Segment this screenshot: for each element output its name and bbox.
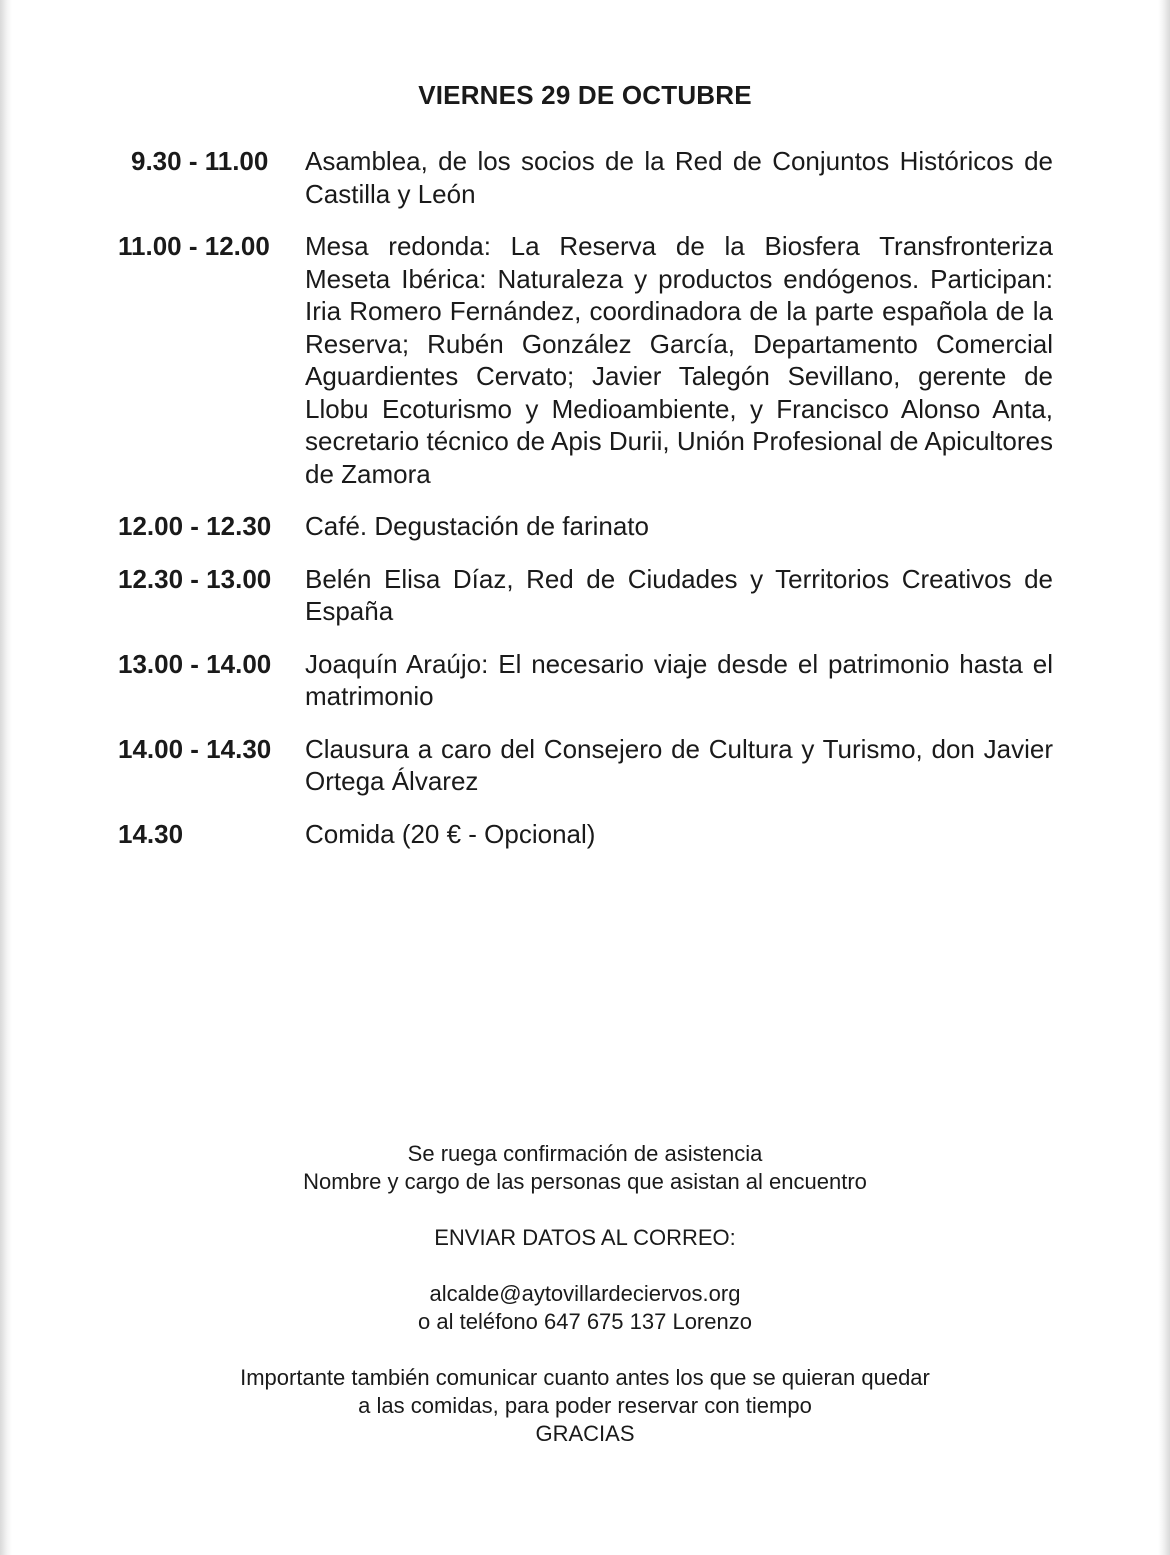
thanks-text: GRACIAS (535, 1421, 635, 1446)
schedule-description: Joaquín Araújo: El necesario viaje desde el patrimonio hasta el matrimonio (305, 648, 1053, 711)
schedule-description: Asamblea, de los socios de la Red de Conjuntos Históricos de Castilla y León (305, 146, 1053, 209)
schedule-description: Clausura a caro del Consejero de Cultura y Turismo, don Javier Ortega Álvarez (305, 733, 1053, 796)
schedule-description: Comida (20 € - Opcional) (305, 818, 596, 849)
schedule-time: 12.00 - 12.30 (118, 511, 272, 541)
schedule-time: 14.30 (118, 818, 184, 849)
send-data-heading: ENVIAR DATOS AL CORREO: (434, 1225, 736, 1250)
schedule-time: 13.00 - 14.00 (118, 648, 272, 679)
contact-phone: o al teléfono 647 675 137 Lorenzo (418, 1309, 752, 1334)
contact-email[interactable]: alcalde@aytovillardeciervos.org (429, 1281, 741, 1306)
schedule-row (118, 733, 1053, 798)
attendee-details-request: Nombre y cargo de las personas que asistan al encuentro (303, 1169, 867, 1194)
confirmation-request: Se ruega confirmación de asistencia (407, 1141, 763, 1166)
schedule-time: 12.30 - 13.00 (118, 563, 272, 594)
schedule-row (118, 648, 1053, 713)
schedule-row (118, 145, 1053, 210)
schedule-row (118, 818, 1053, 851)
schedule-row (118, 510, 1053, 543)
meal-notice-continued: a las comidas, para poder reservar con tiempo (358, 1393, 812, 1418)
schedule-list (118, 145, 1053, 870)
schedule-description: Mesa redonda: La Reserva de la Biosfera Transfronteriza Meseta Ibérica: Naturaleza y productos endógenos. Participan: Iria Romero Fernández, coordinadora de la parte española de la Reserva; Rubén González García, Departamento Comercial Aguardientes Cervato; Javier Talegón Sevillano, gerente de Llobu Ecoturismo y Medioambiente, y Francisco Alonso Anta, secretario técnico de Apis Durii, Unión Profesional de Apicultores de Zamora (305, 231, 1053, 489)
meal-notice: Importante también comunicar cuanto antes los que se quieran quedar (240, 1365, 930, 1390)
schedule-row (118, 230, 1053, 490)
schedule-description: Belén Elisa Díaz, Red de Ciudades y Territorios Creativos de España (305, 563, 1053, 626)
footer-notice (0, 1140, 1170, 1448)
schedule-time: 11.00 - 12.00 (118, 231, 270, 261)
schedule-time: 14.00 - 14.30 (118, 733, 272, 764)
page-title: VIERNES 29 DE OCTUBRE (418, 80, 752, 110)
schedule-description: Café. Degustación de farinato (305, 511, 649, 541)
schedule-row (118, 563, 1053, 628)
schedule-time: 9.30 - 11.00 (131, 146, 269, 176)
